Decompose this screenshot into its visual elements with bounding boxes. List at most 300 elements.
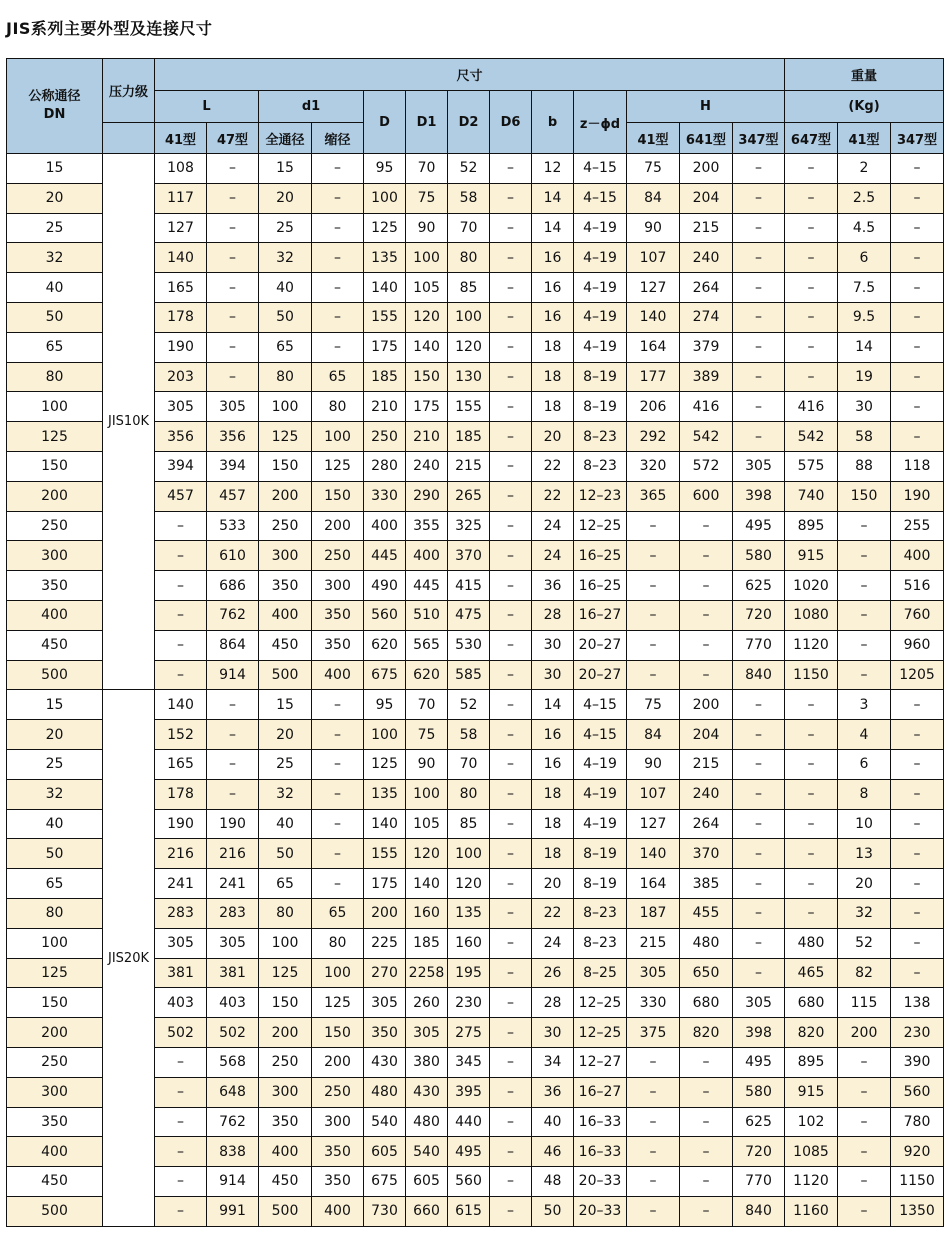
table-cell: 7.5 — [838, 273, 891, 303]
table-cell: – — [891, 809, 944, 839]
table-cell: 560 — [448, 1167, 490, 1197]
table-cell: – — [155, 630, 207, 660]
table-cell: 20–33 — [574, 1196, 627, 1226]
cell-dn: 200 — [7, 1018, 103, 1048]
header-H: H — [627, 91, 785, 123]
table-cell: 502 — [155, 1018, 207, 1048]
table-cell: – — [733, 154, 785, 184]
table-cell: – — [155, 660, 207, 690]
table-cell: 80 — [259, 898, 312, 928]
table-cell: 10 — [838, 809, 891, 839]
table-cell: 80 — [312, 392, 364, 422]
header-W-347: 347型 — [891, 123, 944, 154]
page-title: JIS系列主要外型及连接尺寸 — [6, 19, 213, 38]
table-cell: 58 — [838, 422, 891, 452]
table-cell: 580 — [733, 541, 785, 571]
table-cell: 740 — [785, 481, 838, 511]
table-cell: 350 — [259, 571, 312, 601]
table-cell: 70 — [406, 154, 448, 184]
table-cell: 495 — [733, 511, 785, 541]
table-cell: 400 — [891, 541, 944, 571]
table-cell: 32 — [259, 243, 312, 273]
table-cell: – — [155, 1077, 207, 1107]
table-cell: – — [207, 183, 259, 213]
cell-dn: 50 — [7, 302, 103, 332]
table-cell: 125 — [312, 988, 364, 1018]
cell-dn: 400 — [7, 1137, 103, 1167]
table-cell: – — [838, 600, 891, 630]
table-cell: 20 — [838, 869, 891, 899]
table-cell: 90 — [406, 749, 448, 779]
table-cell: 320 — [627, 451, 680, 481]
table-cell: 356 — [155, 422, 207, 452]
cell-dn: 100 — [7, 392, 103, 422]
table-cell: 680 — [680, 988, 733, 1018]
table-cell: 370 — [448, 541, 490, 571]
table-cell: – — [490, 332, 532, 362]
table-cell: 117 — [155, 183, 207, 213]
table-cell: 52 — [448, 154, 490, 184]
table-cell: 32 — [838, 898, 891, 928]
table-cell: 600 — [680, 481, 733, 511]
table-cell: – — [785, 362, 838, 392]
cell-dn: 125 — [7, 958, 103, 988]
table-cell: – — [312, 809, 364, 839]
table-cell: – — [490, 1047, 532, 1077]
table-cell: 100 — [312, 422, 364, 452]
table-cell: 100 — [448, 839, 490, 869]
table-cell: – — [490, 302, 532, 332]
table-cell: – — [891, 273, 944, 303]
header-dn-line2: DN — [43, 107, 66, 122]
cell-dn: 450 — [7, 1167, 103, 1197]
table-cell: 70 — [448, 213, 490, 243]
table-cell: 200 — [838, 1018, 891, 1048]
cell-dn: 200 — [7, 481, 103, 511]
table-cell: – — [490, 660, 532, 690]
table-cell: – — [785, 213, 838, 243]
cell-dn: 25 — [7, 749, 103, 779]
table-cell: 620 — [364, 630, 406, 660]
table-cell: 394 — [155, 451, 207, 481]
table-cell: 300 — [259, 1077, 312, 1107]
table-cell: – — [891, 243, 944, 273]
table-cell: 12–23 — [574, 481, 627, 511]
table-cell: 445 — [406, 571, 448, 601]
table-cell: 175 — [364, 869, 406, 899]
table-cell: – — [312, 183, 364, 213]
table-cell: – — [627, 600, 680, 630]
header-D1: D1 — [406, 91, 448, 154]
table-cell: 325 — [448, 511, 490, 541]
table-cell: 210 — [364, 392, 406, 422]
table-cell: 680 — [785, 988, 838, 1018]
table-cell: 14 — [838, 332, 891, 362]
table-cell: 575 — [785, 451, 838, 481]
table-cell: 430 — [406, 1077, 448, 1107]
table-cell: – — [155, 541, 207, 571]
table-cell: 8–19 — [574, 839, 627, 869]
table-cell: – — [490, 958, 532, 988]
header-D6: D6 — [490, 91, 532, 154]
table-cell: – — [490, 720, 532, 750]
table-cell: 572 — [680, 451, 733, 481]
cell-dn: 250 — [7, 511, 103, 541]
cell-dn: 350 — [7, 1107, 103, 1137]
cell-dn: 25 — [7, 213, 103, 243]
table-cell: 350 — [312, 1167, 364, 1197]
table-cell: 450 — [259, 630, 312, 660]
table-cell: – — [490, 243, 532, 273]
table-header — [7, 59, 944, 154]
table-cell: 1120 — [785, 630, 838, 660]
cell-dn: 150 — [7, 451, 103, 481]
table-cell: 290 — [406, 481, 448, 511]
table-cell: – — [785, 183, 838, 213]
table-cell: 24 — [532, 541, 574, 571]
table-cell: – — [733, 749, 785, 779]
table-cell: 75 — [406, 720, 448, 750]
cell-dn: 32 — [7, 243, 103, 273]
table-cell: – — [680, 1167, 733, 1197]
table-cell: – — [312, 154, 364, 184]
table-cell: 16 — [532, 720, 574, 750]
table-cell: 215 — [627, 928, 680, 958]
table-cell: 762 — [207, 600, 259, 630]
table-cell: 400 — [312, 1196, 364, 1226]
table-cell: 108 — [155, 154, 207, 184]
table-cell: 4–19 — [574, 809, 627, 839]
table-cell: 210 — [406, 422, 448, 452]
pressure-class-cell: JIS10K — [103, 154, 155, 690]
table-cell: 204 — [680, 183, 733, 213]
table-cell: 12–25 — [574, 988, 627, 1018]
table-cell: 135 — [364, 779, 406, 809]
table-cell: – — [680, 660, 733, 690]
table-cell: 356 — [207, 422, 259, 452]
header-D2: D2 — [448, 91, 490, 154]
header-W-41: 41型 — [838, 123, 891, 154]
table-cell: 915 — [785, 541, 838, 571]
table-cell: 150 — [406, 362, 448, 392]
table-cell: – — [680, 1047, 733, 1077]
table-cell: 200 — [259, 1018, 312, 1048]
spec-table — [6, 58, 944, 1227]
table-cell: 330 — [364, 481, 406, 511]
table-cell: – — [891, 958, 944, 988]
header-weight-unit: (Kg) — [785, 91, 944, 123]
table-cell: – — [312, 690, 364, 720]
table-cell: 2 — [838, 154, 891, 184]
table-cell: 686 — [207, 571, 259, 601]
table-cell: – — [838, 1047, 891, 1077]
table-cell: – — [785, 332, 838, 362]
table-cell: 18 — [532, 362, 574, 392]
table-cell: 20–27 — [574, 660, 627, 690]
table-cell: – — [680, 1077, 733, 1107]
table-cell: – — [627, 1167, 680, 1197]
table-cell: 88 — [838, 451, 891, 481]
table-cell: 730 — [364, 1196, 406, 1226]
table-cell: 50 — [259, 839, 312, 869]
table-cell: 615 — [448, 1196, 490, 1226]
table-cell: 75 — [627, 154, 680, 184]
table-cell: 120 — [406, 839, 448, 869]
table-cell: – — [490, 869, 532, 899]
cell-dn: 150 — [7, 988, 103, 1018]
table-cell: 65 — [259, 332, 312, 362]
table-cell: 160 — [448, 928, 490, 958]
table-cell: 36 — [532, 571, 574, 601]
table-cell: – — [207, 690, 259, 720]
table-cell: 52 — [448, 690, 490, 720]
table-cell: 225 — [364, 928, 406, 958]
table-cell: – — [155, 1137, 207, 1167]
table-cell: 4.5 — [838, 213, 891, 243]
table-cell: 1120 — [785, 1167, 838, 1197]
table-cell: 90 — [406, 213, 448, 243]
table-cell: – — [785, 720, 838, 750]
table-cell: 8–23 — [574, 928, 627, 958]
table-cell: 500 — [259, 1196, 312, 1226]
table-cell: – — [733, 243, 785, 273]
header-H-41: 41型 — [627, 123, 680, 154]
table-cell: 34 — [532, 1047, 574, 1077]
table-cell: – — [207, 779, 259, 809]
table-cell: 250 — [312, 541, 364, 571]
table-cell: – — [207, 362, 259, 392]
table-cell: 1150 — [785, 660, 838, 690]
table-cell: – — [733, 869, 785, 899]
table-cell: 84 — [627, 720, 680, 750]
table-cell: 400 — [406, 541, 448, 571]
table-cell: 255 — [891, 511, 944, 541]
table-cell: 100 — [312, 958, 364, 988]
table-cell: 305 — [627, 958, 680, 988]
table-cell: – — [733, 392, 785, 422]
table-cell: 216 — [207, 839, 259, 869]
table-cell: 140 — [406, 332, 448, 362]
cell-dn: 500 — [7, 660, 103, 690]
table-cell: 70 — [448, 749, 490, 779]
table-cell: – — [627, 571, 680, 601]
table-cell: 540 — [406, 1137, 448, 1167]
table-cell: 530 — [448, 630, 490, 660]
table-cell: 465 — [785, 958, 838, 988]
table-cell: 300 — [312, 1107, 364, 1137]
table-cell: 475 — [448, 600, 490, 630]
table-cell: 75 — [627, 690, 680, 720]
table-cell: 4–19 — [574, 213, 627, 243]
table-cell: 275 — [448, 1018, 490, 1048]
table-cell: 400 — [312, 660, 364, 690]
table-cell: 65 — [259, 869, 312, 899]
header-pressure: 压力级 — [103, 59, 155, 123]
table-cell: 1150 — [891, 1167, 944, 1197]
table-cell: 915 — [785, 1077, 838, 1107]
table-cell: 20 — [532, 869, 574, 899]
cell-dn: 15 — [7, 154, 103, 184]
table-cell: 455 — [680, 898, 733, 928]
table-cell: 150 — [312, 481, 364, 511]
header-L-41: 41型 — [155, 123, 207, 154]
table-cell: 542 — [680, 422, 733, 452]
table-cell: 105 — [406, 809, 448, 839]
table-cell: – — [312, 779, 364, 809]
table-cell: 770 — [733, 1167, 785, 1197]
table-cell: 675 — [364, 1167, 406, 1197]
table-cell: – — [891, 362, 944, 392]
table-cell: – — [155, 571, 207, 601]
table-cell: 15 — [259, 154, 312, 184]
table-cell: 20 — [532, 422, 574, 452]
table-cell: 490 — [364, 571, 406, 601]
table-cell: 398 — [733, 1018, 785, 1048]
table-cell: 4–15 — [574, 183, 627, 213]
table-cell: – — [490, 809, 532, 839]
table-cell: 140 — [155, 690, 207, 720]
table-cell: – — [838, 511, 891, 541]
table-cell: – — [838, 1167, 891, 1197]
table-cell: 720 — [733, 1137, 785, 1167]
table-cell: 3 — [838, 690, 891, 720]
table-cell: 6 — [838, 749, 891, 779]
table-cell: 20 — [259, 183, 312, 213]
table-cell: 200 — [312, 1047, 364, 1077]
table-cell: 138 — [891, 988, 944, 1018]
cell-dn: 100 — [7, 928, 103, 958]
table-cell: 650 — [680, 958, 733, 988]
table-cell: 914 — [207, 660, 259, 690]
table-cell: 4 — [838, 720, 891, 750]
table-cell: 381 — [207, 958, 259, 988]
table-row — [7, 154, 944, 184]
table-cell: 90 — [627, 749, 680, 779]
table-cell: 30 — [838, 392, 891, 422]
table-cell: – — [490, 690, 532, 720]
table-cell: 125 — [364, 749, 406, 779]
table-cell: 19 — [838, 362, 891, 392]
table-cell: 100 — [406, 779, 448, 809]
table-cell: – — [155, 1107, 207, 1137]
table-cell: 440 — [448, 1107, 490, 1137]
table-cell: – — [490, 779, 532, 809]
table-cell: – — [838, 660, 891, 690]
table-cell: 8 — [838, 779, 891, 809]
header-W-647: 647型 — [785, 123, 838, 154]
table-cell: 90 — [627, 213, 680, 243]
table-cell: 25 — [259, 213, 312, 243]
table-cell: 4–19 — [574, 273, 627, 303]
table-cell: – — [490, 362, 532, 392]
table-cell: 28 — [532, 988, 574, 1018]
table-cell: 150 — [259, 988, 312, 1018]
table-cell: 389 — [680, 362, 733, 392]
table-cell: 480 — [364, 1077, 406, 1107]
table-cell: – — [838, 541, 891, 571]
table-cell: 18 — [532, 392, 574, 422]
table-cell: – — [891, 302, 944, 332]
table-cell: 4–15 — [574, 154, 627, 184]
table-cell: – — [733, 690, 785, 720]
table-cell: – — [207, 302, 259, 332]
table-cell: 400 — [259, 1137, 312, 1167]
table-cell: 140 — [364, 273, 406, 303]
table-cell: 305 — [733, 988, 785, 1018]
table-cell: 920 — [891, 1137, 944, 1167]
table-cell: 14 — [532, 213, 574, 243]
cell-dn: 250 — [7, 1047, 103, 1077]
table-cell: 215 — [448, 451, 490, 481]
table-cell: 130 — [448, 362, 490, 392]
table-cell: 565 — [406, 630, 448, 660]
table-cell: 36 — [532, 1077, 574, 1107]
table-cell: 4–19 — [574, 243, 627, 273]
table-cell: 203 — [155, 362, 207, 392]
table-cell: – — [490, 422, 532, 452]
table-cell: – — [733, 422, 785, 452]
table-cell: – — [627, 1196, 680, 1226]
header-weight: 重量 — [785, 59, 944, 91]
table-cell: 12–25 — [574, 1018, 627, 1048]
table-cell: – — [312, 332, 364, 362]
table-cell: – — [490, 630, 532, 660]
table-cell: 155 — [448, 392, 490, 422]
table-cell: – — [891, 749, 944, 779]
table-cell: 12–25 — [574, 511, 627, 541]
table-cell: – — [312, 213, 364, 243]
table-cell: 140 — [155, 243, 207, 273]
table-cell: 274 — [680, 302, 733, 332]
table-cell: – — [490, 183, 532, 213]
table-cell: 895 — [785, 1047, 838, 1077]
table-cell: 16–33 — [574, 1107, 627, 1137]
table-cell: 385 — [680, 869, 733, 899]
table-cell: – — [490, 571, 532, 601]
table-cell: 215 — [680, 213, 733, 243]
table-cell: 178 — [155, 302, 207, 332]
table-cell: – — [155, 600, 207, 630]
cell-dn: 80 — [7, 362, 103, 392]
table-cell: 75 — [406, 183, 448, 213]
table-cell: 914 — [207, 1167, 259, 1197]
table-cell: – — [733, 213, 785, 243]
table-cell: 120 — [448, 869, 490, 899]
table-cell: – — [733, 302, 785, 332]
table-cell: – — [733, 809, 785, 839]
table-cell: 8–23 — [574, 422, 627, 452]
table-cell: – — [490, 154, 532, 184]
table-cell: 516 — [891, 571, 944, 601]
table-cell: – — [490, 898, 532, 928]
table-cell: – — [490, 600, 532, 630]
table-cell: 350 — [312, 630, 364, 660]
table-cell: 8–19 — [574, 362, 627, 392]
table-cell: 264 — [680, 809, 733, 839]
table-cell: 380 — [406, 1047, 448, 1077]
table-cell: 560 — [891, 1077, 944, 1107]
table-cell: 115 — [838, 988, 891, 1018]
table-cell: 100 — [259, 928, 312, 958]
table-cell: 80 — [448, 779, 490, 809]
table-cell: 175 — [406, 392, 448, 422]
table-cell: 14 — [532, 183, 574, 213]
table-cell: 200 — [364, 898, 406, 928]
cell-dn: 65 — [7, 869, 103, 899]
table-cell: – — [155, 1047, 207, 1077]
table-cell: 500 — [259, 660, 312, 690]
table-cell: – — [312, 839, 364, 869]
